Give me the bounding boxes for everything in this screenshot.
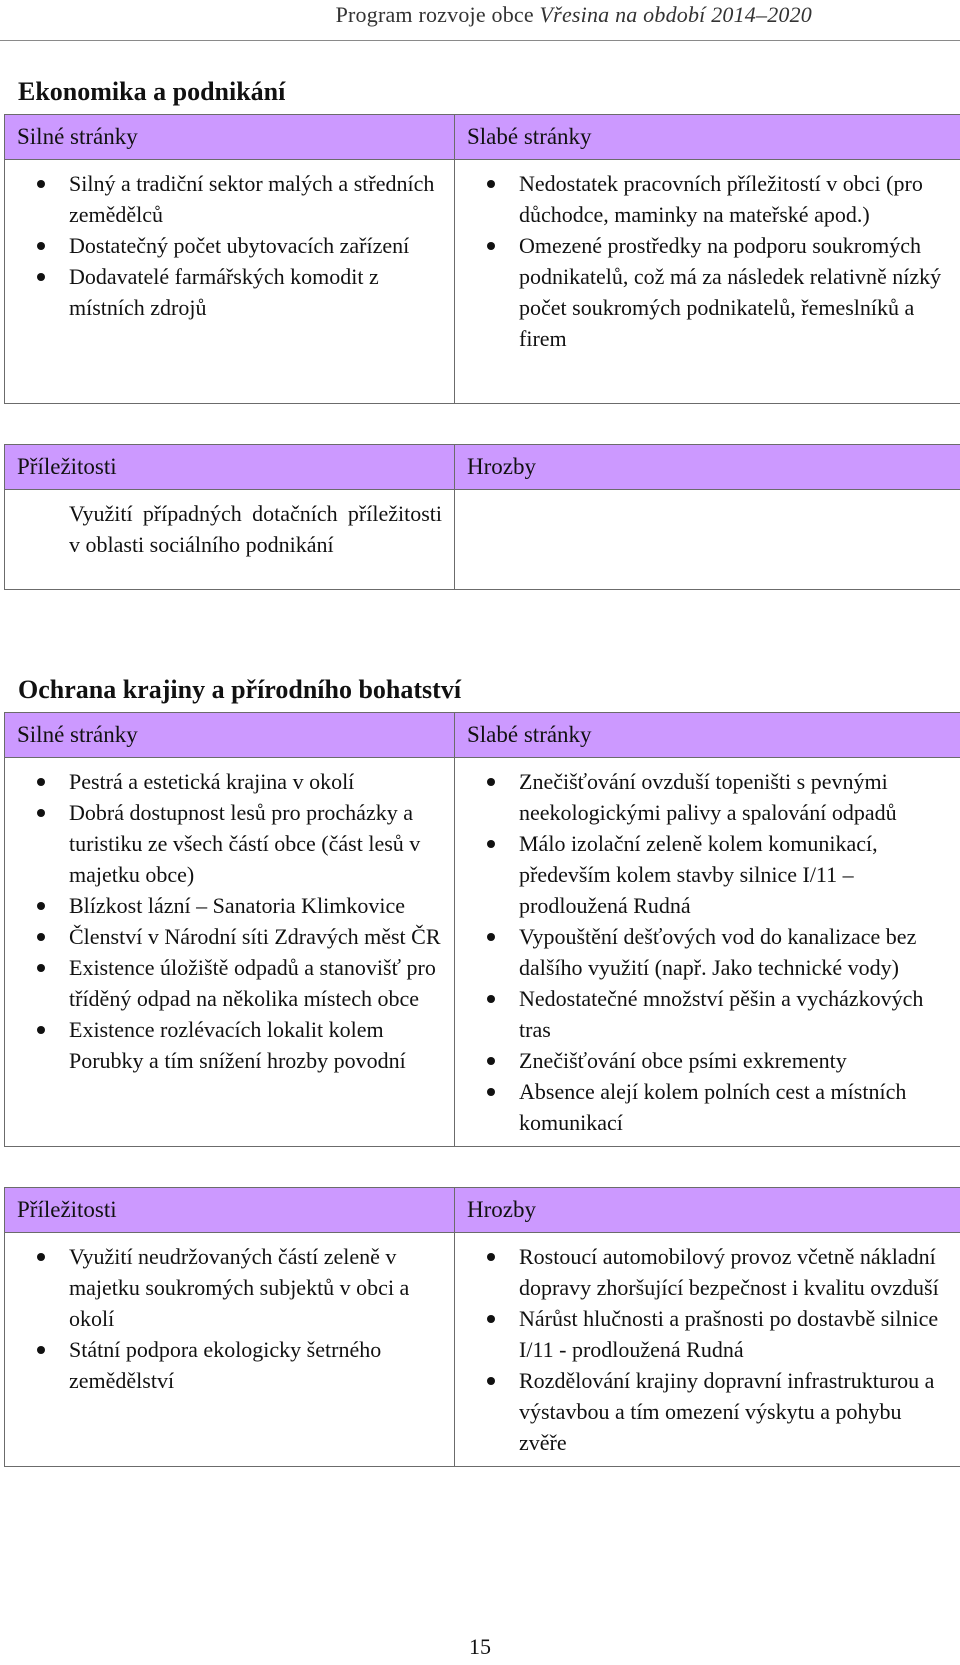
weaknesses-list (465, 168, 948, 354)
section-title-landscape: Ochrana krajiny a přírodního bohatství (18, 675, 462, 704)
strengths-header: Silné stránky (5, 713, 455, 758)
opportunities-header: Příležitosti (5, 445, 455, 490)
list-item: Nedostatek pracovních příležitostí v obci (pro důchodce, maminky na mateřské apod.) (465, 168, 948, 230)
list-item: Dobrá dostupnost lesů pro procházky a turistiku ze všech částí obce (část lesů v majetku obce) (15, 797, 442, 890)
list-item: Dodavatelé farmářských komodit z místních zdrojů (15, 261, 442, 323)
weaknesses-cell (455, 758, 960, 1147)
threats-cell (455, 1233, 960, 1467)
header-italic: Vřesina na období 2014–2020 (539, 2, 812, 27)
list-item: Silný a tradiční sektor malých a středních zemědělců (15, 168, 442, 230)
opportunities-cell (5, 1233, 455, 1467)
list-item: Existence rozlévacích lokalit kolem Porubky a tím snížení hrozby povodní (15, 1014, 442, 1076)
threats-header: Hrozby (455, 1188, 960, 1233)
table-spacer (5, 1147, 960, 1188)
list-item: Omezené prostředky na podporu soukromých podnikatelů, což má za následek relativně nízký počet soukromých podnikatelů, řemeslníků a firem (465, 230, 948, 354)
list-item: Nárůst hlučnosti a prašnosti po dostavbě silnice I/11 - prodloužená Rudná (465, 1303, 948, 1365)
list-item: Dostatečný počet ubytovacích zařízení (15, 230, 442, 261)
strengths-cell (5, 160, 455, 404)
header-prefix: Program rozvoje obce (335, 2, 540, 27)
swot-table-landscape (4, 712, 960, 1467)
list-item: Znečišťování ovzduší topeništi s pevnými neekologickými palivy a spalování odpadů (465, 766, 948, 828)
threats-header: Hrozby (455, 445, 960, 490)
header-divider (0, 40, 960, 41)
list-item: Rostoucí automobilový provoz včetně nákladní dopravy zhoršující bezpečnost i kvalitu ovzduší (465, 1241, 948, 1303)
list-item: Existence úložiště odpadů a stanovišť pro tříděný odpad na několika místech obce (15, 952, 442, 1014)
list-item: Rozdělování krajiny dopravní infrastrukturou a výstavbou a tím omezení výskytu a pohybu zvěře (465, 1365, 948, 1458)
weaknesses-cell (455, 160, 960, 404)
strengths-header: Silné stránky (5, 115, 455, 160)
opportunities-text: Využití případných dotačních příležitosti v oblasti sociálního podnikání (69, 501, 442, 557)
list-item: Absence alejí kolem polních cest a místních komunikací (465, 1076, 948, 1138)
opportunities-list (15, 1241, 442, 1396)
list-item: Státní podpora ekologicky šetrného zemědělství (15, 1334, 442, 1396)
list-item: Blízkost lázní – Sanatoria Klimkovice (15, 890, 442, 921)
list-item: Znečišťování obce psími exkrementy (465, 1045, 948, 1076)
section-title-economy: Ekonomika a podnikání (18, 77, 286, 106)
list-item: Málo izolační zeleně kolem komunikací, především kolem stavby silnice I/11 – prodloužená Rudná (465, 828, 948, 921)
strengths-list (15, 766, 442, 1076)
list-item: Pestrá a estetická krajina v okolí (15, 766, 442, 797)
list-item: Vypouštění dešťových vod do kanalizace bez dalšího využití (např. Jako technické vody) (465, 921, 948, 983)
swot-table-economy (4, 114, 960, 590)
weaknesses-header: Slabé stránky (455, 115, 960, 160)
list-item: Členství v Národní síti Zdravých měst ČR (15, 921, 442, 952)
list-item: Využití neudržovaných částí zeleně v majetku soukromých subjektů v obci a okolí (15, 1241, 442, 1334)
opportunities-header: Příležitosti (5, 1188, 455, 1233)
page-number: 15 (469, 1634, 491, 1659)
page-header (0, 0, 960, 34)
strengths-cell (5, 758, 455, 1147)
threats-cell (455, 490, 960, 590)
weaknesses-header: Slabé stránky (455, 713, 960, 758)
opportunities-cell (5, 490, 455, 590)
list-item: Nedostatečné množství pěšin a vycházkových tras (465, 983, 948, 1045)
strengths-list (15, 168, 442, 323)
threats-list (465, 1241, 948, 1458)
table-spacer (5, 404, 960, 445)
weaknesses-list (465, 766, 948, 1138)
